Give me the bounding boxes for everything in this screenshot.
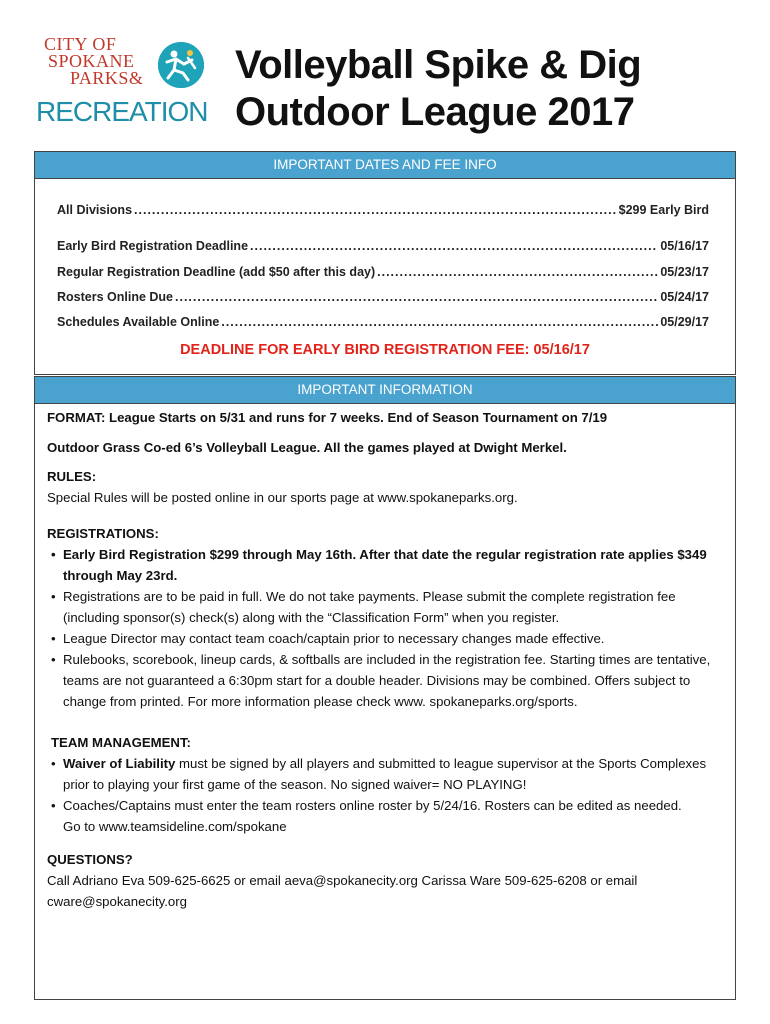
rules-heading: RULES: [47, 469, 97, 484]
logo-line-recreation: RECREATION [36, 96, 208, 127]
title-line-2: Outdoor League 2017 [235, 90, 635, 134]
leaping-figures-icon [158, 42, 204, 88]
important-info-header: IMPORTANT INFORMATION [35, 377, 735, 404]
list-item: • Registrations are to be paid in full. We do not take payments. Please submit the complete registration fee (including sponsor(s) check(s) along with the “Classification Form” when you register. [47, 586, 725, 628]
row-value: 05/16/17 [660, 239, 709, 253]
logo-text [44, 36, 143, 87]
city-logo [36, 36, 206, 136]
list-item: • League Director may contact team coach/captain prior to necessary changes made effective. [47, 628, 725, 649]
dates-fee-header: IMPORTANT DATES AND FEE INFO [35, 152, 735, 179]
logo-line-parks: PARKS& [70, 68, 144, 88]
row-value: $299 Early Bird [618, 203, 709, 217]
questions-heading: QUESTIONS? [47, 852, 133, 867]
format-line: FORMAT: League Starts on 5/31 and runs for 7 weeks. End of Season Tournament on 7/19 [47, 410, 608, 425]
info-content [47, 407, 725, 912]
logo-line-spokane: SPOKANE [48, 51, 135, 71]
row-label: Early Bird Registration Deadline [57, 239, 249, 253]
row-value: 05/24/17 [660, 290, 709, 304]
registrations-heading: REGISTRATIONS: [47, 526, 159, 541]
team-management-list [47, 753, 725, 837]
date-row-schedules [57, 315, 709, 329]
coaches-text: Coaches/Captains must enter the team rosters online roster by 5/24/16. Rosters can be edited as needed. [63, 798, 682, 813]
list-item [47, 753, 725, 795]
registrations-list [47, 544, 725, 712]
early-bird-deadline-note: DEADLINE FOR EARLY BIRD REGISTRATION FEE: 05/16/17 [180, 342, 590, 358]
row-label: All Divisions [57, 203, 133, 217]
row-label: Rosters Online Due [57, 290, 173, 304]
title-line-1: Volleyball Spike & Dig [235, 43, 642, 87]
date-row-regular-deadline [57, 265, 709, 279]
row-value: 05/29/17 [660, 315, 709, 329]
row-label: Schedules Available Online [57, 315, 220, 329]
leader-dots [221, 315, 658, 329]
questions-text: Call Adriano Eva 509-625-6625 or email aeva@spokanecity.org Carissa Ware 509-625-6208 or email cware@spokanecity.org [47, 873, 638, 909]
date-row-early-bird-deadline [57, 239, 709, 253]
leader-dots [175, 290, 658, 304]
row-label: Regular Registration Deadline (add $50 after this day) [57, 265, 376, 279]
list-item: • Rulebooks, scorebook, lineup cards, & softballs are included in the registration fee. Starting times are tentative, teams are not guaranteed a 6:30pm start for a double header. Divisions may be combined. Offers subject to change from printed. For more information please check www. spokaneparks.org/sports. [47, 649, 725, 712]
goto-text: Go to www.teamsideline.com/spokane [63, 819, 287, 834]
row-value: 05/23/17 [660, 265, 709, 279]
rules-text: Special Rules will be posted online in our sports page at www.spokaneparks.org. [47, 490, 518, 505]
page-title [235, 42, 755, 136]
list-item [47, 795, 725, 837]
dates-fee-box [34, 151, 736, 375]
list-item: • Early Bird Registration $299 through May 16th. After that date the regular registration rate applies $349 through May 23rd. [47, 544, 725, 586]
logo-line-city: CITY OF [44, 34, 117, 54]
league-line: Outdoor Grass Co-ed 6’s Volleyball League. All the games played at Dwight Merkel. [47, 440, 567, 455]
date-row-rosters-online [57, 290, 709, 304]
waiver-label: Waiver of Liability [63, 756, 176, 771]
leader-dots [377, 265, 658, 279]
leader-dots [134, 203, 617, 217]
leader-dots [250, 239, 658, 253]
fee-row-all-divisions [57, 203, 709, 217]
important-info-box [34, 376, 736, 1000]
waiver-text: must be signed by all players and submitted to league supervisor at the Sports Complexes prior to playing your first game of the season. No signed waiver= NO PLAYING! [63, 756, 707, 792]
team-management-heading: TEAM MANAGEMENT: [51, 735, 191, 750]
